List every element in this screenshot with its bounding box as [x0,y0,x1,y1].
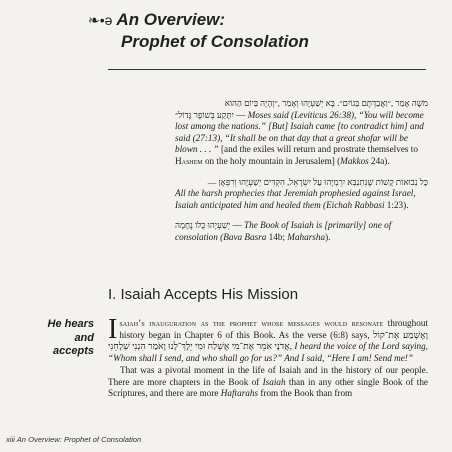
quote-3-source-2: Maharsha [287,231,326,242]
quote-2-text-a: All the harsh prophecies that Jeremiah prophesied against Israel, Isaiah anticipated him and healed them ( [175,188,416,210]
paragraph-1-hebrew: וָאֶשְׁמַע אֶת־קוֹל אֲדֹנָי אֹמֵר אֶת־מִי אֶשְׁלַח וּמִי יֵלֶךְ־לָנוּ וָאֹמַר הִנְנִי שְׁלָחֵנִי [108,329,428,352]
quote-1-hashem: Hashem [175,155,203,166]
quote-2-source: Eichah Rabbasi [326,199,385,210]
paragraph-1-caps: saiah’s inauguration as the prophet whose messages would resonate [119,318,384,328]
paragraph-2-b: than in any other single Book of the Scriptures, and there are more [108,376,428,399]
header-rule [108,69,426,70]
quote-3-dash: — [230,220,245,231]
quote-3-text-b: 14b; [266,231,288,242]
quote-2-text-b: 1:23). [384,199,409,210]
page-number: xiii [6,435,15,444]
page-footer [6,435,141,444]
paragraph-1 [108,314,428,365]
side-heading [22,318,94,359]
quote-1-text-a: Moses said ( [247,109,295,120]
paragraph-1-b: , I heard the voice of the Lord saying, “Whom shall I send, and who shall go for us?” And I said, “Here I am! Send me!” [108,341,428,364]
quote-3-source: Bava Basra [223,231,267,242]
paragraph-2-c: from the Book than from [258,388,353,399]
quote-2-hebrew: כָּל נְבוּאוֹת קָשׁוֹת שֶׁנִּתְנַבְּא יִרְמְיָהוּ עַל יִשְׂרָאֵל, הִקְדִּים יְשַׁעְיָהוּ וְרִפְּאָן — [207,176,428,187]
quote-1-hebrew: מֹשֶׁה אָמַר ,״וַאֲבַדְתֶּם בַּגוֹיִם״. בָּא יְשַׁעְיָהוּ וְאָמַר ,״וְהָיָה בַּיוֹם הַהוּא [224,98,428,108]
chapter-header [88,9,388,52]
quote-1 [175,98,428,168]
quote-1-text-b: 26:38), “You will become lost among the nations.” [But] Isaiah came [to contradict him] and said (27:13), “It shall be on that day that a great shofar will be blown . . . ” [175,109,424,155]
quote-1-dash: — [233,109,248,120]
quote-3-text-c: ). [325,231,331,242]
quote-1-ref-a: Leviticus [294,109,328,120]
side-heading-line2: and [74,331,94,344]
side-heading-line1: He hears [47,318,94,330]
quote-1-hebrew-2: יִתָּקַע בְּשׁוֹפָר גָּדוֹל״ [175,109,234,120]
side-heading-line3: accepts [53,345,94,357]
body-text [108,314,428,400]
quote-1-text-e: 24a). [368,155,390,166]
section-title: I. Isaiah Accepts His Mission [108,286,299,303]
paragraph-1-a: throughout history began in Chapter 6 of this Book. As the verse (6:8) says, [119,318,428,340]
chapter-title-line2: Prophet of Consolation [121,32,309,51]
quote-1-text-d: on the holy mountain in Jerusalem] ( [202,155,341,166]
quote-1-source: Makkos [340,155,369,166]
quote-3-hebrew: יְשַׁעְיָהוּ כֻּלוֹ נֶחָמָה [175,220,231,231]
quote-2 [175,177,428,212]
chapter-title-line1: An Overview: [116,10,226,29]
ornament-icon: ❧•ə [88,12,113,28]
running-title: An Overview: Prophet of Consolation [16,435,142,444]
quote-3-text-a: The Book of Isaiah is [primarily] one of consolation ( [175,220,392,242]
drop-cap: I [108,314,118,345]
paragraph-2 [108,365,428,400]
paragraph-2-italic-2: Haftarahs [220,388,259,399]
paragraph-2-italic: Isaiah [262,376,286,387]
quote-3 [175,220,428,243]
epigraph-quotes [175,98,428,253]
quote-1-text-c: [and the exiles will return and prostrate themselves to [218,144,418,155]
paragraph-2-a: That was a pivotal moment in the life of Isaiah and in the history of our people. There are more chapters in the Book of [108,364,428,387]
